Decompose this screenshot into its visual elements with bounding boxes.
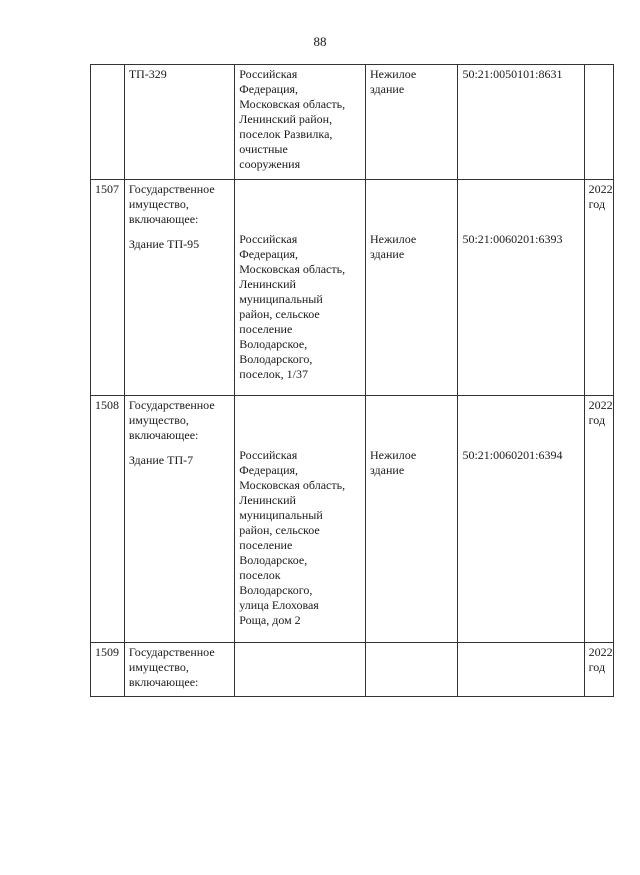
object-type-line: здание xyxy=(370,247,405,261)
address-line: Ленинский район, xyxy=(239,112,333,126)
address-line: сооружения xyxy=(239,157,301,171)
address-line: поселок xyxy=(239,568,281,582)
object-type-line: Нежилое xyxy=(370,67,417,81)
address-line: улица Елоховая xyxy=(239,598,319,612)
address-line: Роща, дом 2 xyxy=(239,613,301,627)
address-line: Федерация, xyxy=(239,82,299,96)
address-line: муниципальный xyxy=(239,292,323,306)
row-number-cell xyxy=(91,180,125,396)
object-name-line: Государственное xyxy=(128,182,215,196)
cadastral-number: 50:21:0060201:6393 xyxy=(462,232,563,246)
address-line: Российская xyxy=(239,67,298,81)
cadastral-number-cell xyxy=(458,643,584,697)
object-type-cell xyxy=(366,643,458,697)
address-line: Российская xyxy=(239,448,298,462)
address-line: Ленинский xyxy=(239,493,296,507)
address-line: Володарского, xyxy=(239,352,313,366)
address-line: Федерация, xyxy=(239,463,299,477)
property-registry-table xyxy=(90,64,614,697)
object-name-line: включающее: xyxy=(128,428,199,442)
address-line: Московская область, xyxy=(239,97,346,111)
object-name-line: имущество, xyxy=(128,660,189,674)
address-line: Володарское, xyxy=(239,337,308,351)
address-line: Володарского, xyxy=(239,583,313,597)
object-type-line: здание xyxy=(370,82,405,96)
address-line: Московская область, xyxy=(239,262,346,276)
row-number-cell xyxy=(91,643,125,697)
object-name-line: имущество, xyxy=(128,413,189,427)
object-name-cell xyxy=(124,396,234,643)
year-line: 2022 xyxy=(588,182,613,196)
address-cell xyxy=(235,65,366,180)
year-line: 2022 xyxy=(588,398,613,412)
object-type-line: здание xyxy=(370,463,405,477)
row-number-cell xyxy=(91,396,125,643)
page-number: 88 xyxy=(313,34,327,49)
year-line: год xyxy=(588,197,606,211)
address-cell xyxy=(235,180,366,396)
year-cell xyxy=(584,180,613,396)
address-cell xyxy=(235,643,366,697)
object-name-cell xyxy=(124,65,234,180)
address-line: поселок Развилка, xyxy=(239,127,333,141)
address-line: муниципальный xyxy=(239,508,323,522)
address-cell xyxy=(235,396,366,643)
building-name-line: Здание ТП-7 xyxy=(128,453,194,467)
cadastral-number-cell xyxy=(458,180,584,396)
row-number-cell xyxy=(91,65,125,180)
address-line: Володарское, xyxy=(239,553,308,567)
year-cell xyxy=(584,396,613,643)
address-line: Московская область, xyxy=(239,478,346,492)
object-name-cell xyxy=(124,180,234,396)
address-line: Федерация, xyxy=(239,247,299,261)
address-line: поселение xyxy=(239,322,293,336)
address-line: поселок, 1/37 xyxy=(239,367,308,381)
row-number: 1509 xyxy=(95,645,119,659)
address-line: район, сельское xyxy=(239,307,320,321)
object-name-line: имущество, xyxy=(128,197,189,211)
object-name-line: включающее: xyxy=(128,675,199,689)
year-cell xyxy=(584,643,613,697)
object-name-cell xyxy=(124,643,234,697)
year-cell xyxy=(584,65,613,180)
cadastral-number-cell xyxy=(458,396,584,643)
object-type-line: Нежилое xyxy=(370,448,417,462)
cadastral-number: 50:21:0060201:6394 xyxy=(462,448,563,462)
cadastral-number: 50:21:0050101:8631 xyxy=(462,67,563,81)
table-row xyxy=(91,396,614,643)
row-number: 1507 xyxy=(95,182,119,196)
object-name-line: ТП-329 xyxy=(128,67,167,81)
building-name-line: Здание ТП-95 xyxy=(128,237,200,251)
address-line: очистные xyxy=(239,142,288,156)
year-line: год xyxy=(588,413,606,427)
object-type-cell xyxy=(366,65,458,180)
table-row xyxy=(91,65,614,180)
year-line: год xyxy=(588,660,606,674)
registry-table-body xyxy=(91,65,614,697)
object-name-line: Государственное xyxy=(128,398,215,412)
object-name-line: Государственное xyxy=(128,645,215,659)
object-type-line: Нежилое xyxy=(370,232,417,246)
table-row xyxy=(91,180,614,396)
object-type-cell xyxy=(366,180,458,396)
row-number: 1508 xyxy=(95,398,119,412)
object-name-line: включающее: xyxy=(128,212,199,226)
address-line: район, сельское xyxy=(239,523,320,537)
address-line: поселение xyxy=(239,538,293,552)
cadastral-number-cell xyxy=(458,65,584,180)
object-type-cell xyxy=(366,396,458,643)
address-line: Ленинский xyxy=(239,277,296,291)
table-row xyxy=(91,643,614,697)
address-line: Российская xyxy=(239,232,298,246)
year-line: 2022 xyxy=(588,645,613,659)
